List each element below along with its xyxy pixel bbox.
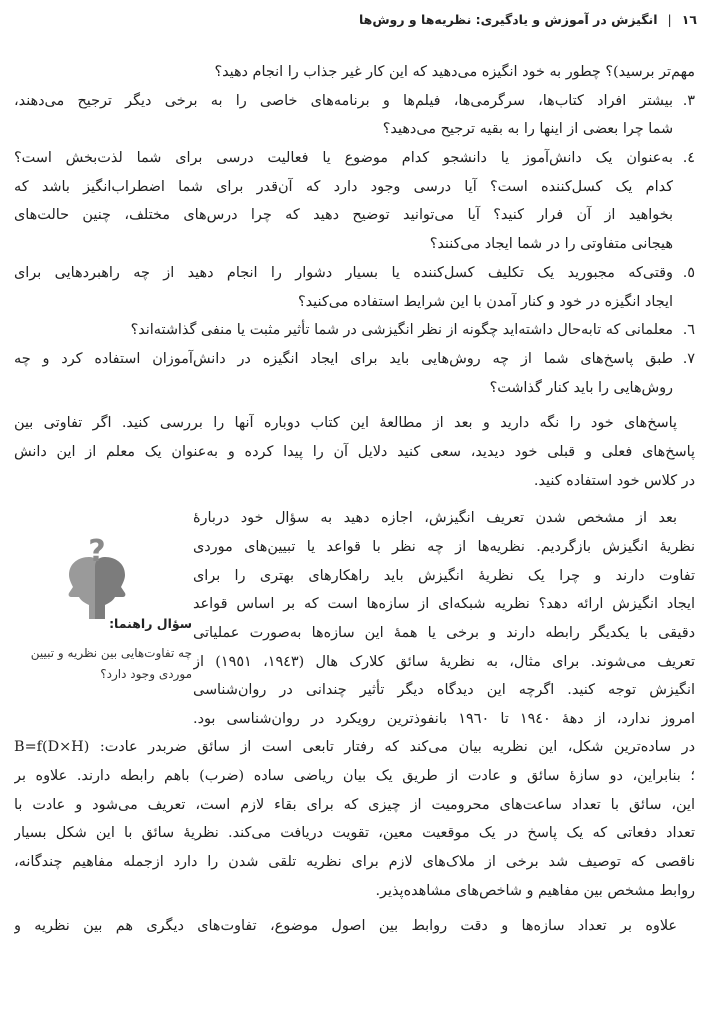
paragraph-continuation bbox=[14, 912, 695, 941]
list-item-4 bbox=[14, 144, 695, 259]
page-body bbox=[14, 58, 695, 941]
item-line: بخواهید از آن فرار کنید؟ آیا می‌توانید توضیح دهید که چرا درس‌های مختلف، چنین حالت‌های bbox=[14, 207, 673, 224]
paragraph-line: بعد از مشخص شدن تعریف انگیزش، اجازه دهید به سؤال خود دربارهٔ bbox=[193, 510, 677, 527]
item-line: کدام یک کسل‌کننده است؟ آیا درسی وجود دارد که آن‌قدر برای شما اضطراب‌انگیز باشد که bbox=[14, 178, 673, 195]
item-line: وقتی‌که مجبورید یک تکلیف کسل‌کننده یا بسیار دشوار را انجام دهید از چه راهبردهایی برای bbox=[14, 264, 673, 281]
item-line: شما چرا بعضی از اینها را به بقیه ترجیح می‌دهید؟ bbox=[382, 121, 673, 138]
paragraph-answers bbox=[14, 409, 695, 495]
paragraph-line: ایجاد انگیزش ارائه دهد؟ نظریه شبکه‌ای از سازه‌ها است که بر اساس قواعد bbox=[193, 596, 695, 613]
running-header bbox=[18, 6, 697, 32]
question-mark-glyph: ? bbox=[88, 537, 106, 570]
question-heads-icon bbox=[59, 537, 135, 619]
paragraph-line: امروز ندارد، از دههٔ ١٩٤٠ تا ١٩٦٠ بانفوذترین رویکرد در روان‌شناسی بود. bbox=[193, 711, 695, 728]
item-line: به‌عنوان یک دانش‌آموز یا دانشجو کدام موضوع یا فعالیت درسی برای شما لذت‌بخش است؟ bbox=[14, 150, 673, 167]
list-item-7 bbox=[14, 345, 695, 402]
paragraph-line: ؛ بنابراین، دو سازهٔ سائق و عادت از طریق یک بیان ریاضی ساده (ضرب) باهم رابطه دارند. علاوه بر bbox=[14, 768, 695, 784]
intro-line: مهم‌تر برسید)؟ چطور به خود انگیزه می‌دهید که این کار غیر جذاب را انجام دهید؟ bbox=[214, 64, 695, 80]
item-line: روش‌هایی را باید کنار گذاشت؟ bbox=[489, 379, 673, 396]
paragraph-line: تفاوت دارند و چرا یک نظریهٔ انگیزش باید راهکارهای بهتری را برای bbox=[193, 567, 695, 584]
paragraph-line: در ساده‌ترین شکل، این نظریه بیان می‌کند که رفتار تابعی است از سائق ضربدر عادت: B=f(D×H) bbox=[14, 739, 695, 756]
paragraph-line: روابط مشخص بین مفاهیم و شاخص‌های مشاهده‌پذیر. bbox=[375, 882, 695, 899]
item-number: ٦. bbox=[682, 322, 695, 339]
paragraph-line: نظریهٔ انگیزش بازگردیم. نظریه‌ها از چه نظر با قواعد یا تبیین‌های موردی bbox=[193, 539, 695, 555]
item-line: بیشتر افراد کتاب‌ها، سرگرمی‌ها، فیلم‌ها و برنامه‌های خاصی را به برخی دیگر ترجیح می‌دهند، bbox=[14, 92, 673, 109]
running-title: انگیزش در آموزش و یادگیری: نظریه‌ها و روش‌ها bbox=[358, 11, 658, 27]
item-line: ایجاد انگیزه در خود و کنار آمدن با این شرایط استفاده می‌کنید؟ bbox=[297, 293, 673, 310]
item-line: طبق پاسخ‌های شما از چه روش‌هایی باید برای ایجاد انگیزه در دانش‌آموزان استفاده کرد و چه bbox=[14, 350, 673, 367]
theory-section bbox=[14, 504, 695, 733]
paragraph-line: تعریف می‌شوند. برای مثال، به نظریهٔ سائق کلارک هال (١٩٤٣، ١٩٥١) از bbox=[193, 653, 695, 670]
paragraph-line: علاوه بر تعداد سازه‌ها و دقت روابط بین اصول موضوع، تفاوت‌های دیگری هم بین نظریه و bbox=[14, 918, 677, 935]
guide-question-text: چه تفاوت‌هایی بین نظریه و تبیین موردی وجود دارد؟ bbox=[30, 646, 192, 682]
paragraph-line: پاسخ‌های خود را نگه دارید و بعد از مطالعهٔ این کتاب دوباره آنها را بررسی کنید. اگر تفاوتی بین bbox=[14, 415, 677, 432]
paragraph-line: انگیزش توجه کنید. اگرچه این دیدگاه دیگر تأثیر چندانی در روان‌شناسی bbox=[193, 682, 695, 699]
item-number: ٤. bbox=[682, 150, 695, 167]
guide-question-title: سؤال راهنما: bbox=[109, 616, 192, 632]
item-number: ٧. bbox=[682, 350, 695, 367]
theory-paragraph bbox=[193, 504, 695, 734]
paragraph-line: دقیقی با یکدیگر رابطه دارند و برخی یا همهٔ این سازه‌ها به‌صورت عملیاتی bbox=[193, 625, 695, 642]
paragraph-line: در کلاس خود استفاده کنید. bbox=[533, 472, 695, 489]
list-item-3 bbox=[14, 87, 695, 144]
header-separator: | bbox=[667, 11, 672, 27]
paragraph-drive-theory bbox=[14, 733, 695, 905]
page-number: ١٦ bbox=[681, 11, 697, 27]
list-item-5 bbox=[14, 259, 695, 316]
list-item-6 bbox=[14, 316, 695, 345]
item-line: هیجانی متفاوتی را در شما ایجاد می‌کنند؟ bbox=[429, 236, 673, 253]
item-line: معلمانی که تابه‌حال داشته‌اید چگونه از نظر انگیزشی در شما تأثیر مثبت یا منفی گذاشته‌اند؟ bbox=[130, 322, 673, 339]
paragraph-line: پاسخ‌های فعلی و قبلی خود دیدید، سعی کنید دلایل آن را پیدا کرده و به‌عنوان یک معلم از این دانش bbox=[14, 443, 695, 460]
paragraph-line: ناقصی که توصیف شد برخی از ملاک‌های لازم برای نظریه تلقی شدن را دارد ازجمله مفاهیم چندگانه، bbox=[14, 854, 695, 871]
item-number: ٥. bbox=[682, 264, 695, 281]
paragraph-line: این، سائق با تعداد ساعت‌های محرومیت از چیزی که برای بقاء لازم است، تعریف می‌شود و عادت با bbox=[14, 796, 695, 813]
item-number: ٣. bbox=[682, 92, 695, 109]
paragraph-line: تعداد دفعاتی که یک پاسخ در یک موقعیت معین، تقویت دریافت می‌کند. نظریهٔ سائق با این شکل بسیار bbox=[14, 825, 695, 842]
guide-question-sidebar bbox=[14, 504, 196, 733]
